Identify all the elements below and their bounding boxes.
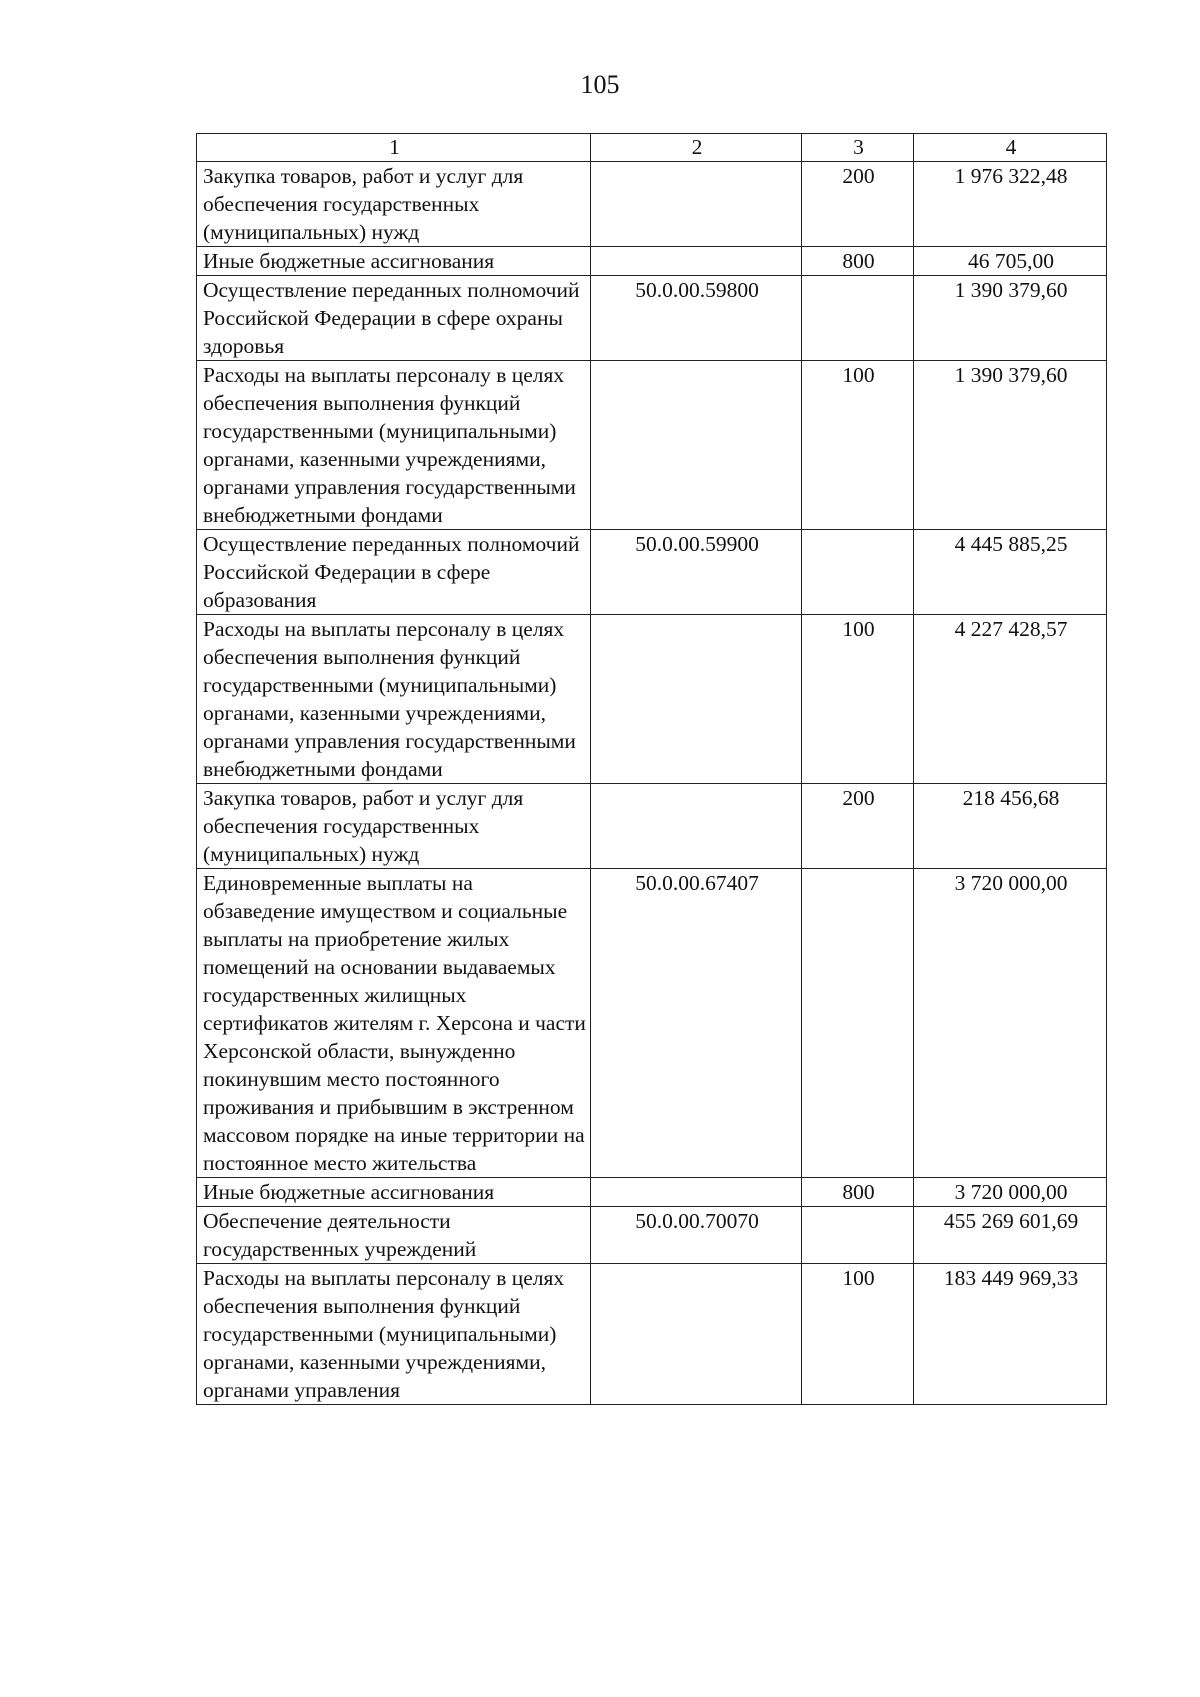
- row-name-cell: Осуществление переданных полномочий Российской Федерации в сфере охраны здоровья: [197, 276, 591, 361]
- row-code-cell: 50.0.00.67407: [591, 869, 802, 1178]
- row-kind-cell: 800: [802, 1178, 914, 1207]
- table-row: [197, 530, 1107, 615]
- table-row: [197, 276, 1107, 361]
- table-row: [197, 1178, 1107, 1207]
- row-kind-cell: [802, 276, 914, 361]
- row-name-cell: Закупка товаров, работ и услуг для обеспечения государственных (муниципальных) нужд: [197, 784, 591, 869]
- row-amount-cell: 3 720 000,00: [914, 1178, 1107, 1207]
- header-col-2: 2: [591, 134, 802, 162]
- row-amount-cell: 46 705,00: [914, 247, 1107, 276]
- row-kind-cell: 100: [802, 361, 914, 530]
- table-row: [197, 1207, 1107, 1264]
- row-kind-cell: 100: [802, 615, 914, 784]
- table-row: [197, 784, 1107, 869]
- row-code-cell: [591, 1264, 802, 1405]
- row-amount-cell: 183 449 969,33: [914, 1264, 1107, 1405]
- table-row: [197, 361, 1107, 530]
- row-amount-cell: 455 269 601,69: [914, 1207, 1107, 1264]
- row-kind-cell: 200: [802, 162, 914, 247]
- page-number: 105: [580, 70, 620, 99]
- row-name-cell: Закупка товаров, работ и услуг для обеспечения государственных (муниципальных) нужд: [197, 162, 591, 247]
- row-kind-cell: [802, 1207, 914, 1264]
- header-col-1: 1: [197, 134, 591, 162]
- row-amount-cell: 4 445 885,25: [914, 530, 1107, 615]
- header-col-4: 4: [914, 134, 1107, 162]
- row-kind-cell: 100: [802, 1264, 914, 1405]
- row-amount-cell: 1 390 379,60: [914, 361, 1107, 530]
- row-code-cell: [591, 615, 802, 784]
- row-name-cell: Единовременные выплаты на обзаведение имуществом и социальные выплаты на приобретение жилых помещений на основании выдаваемых государственных жилищных сертификатов жителям г. Херсона и части Херсонской области, вынужденно покинувшим место постоянного проживания и прибывшим в экстренном массовом порядке на иные территории на постоянное место жительства: [197, 869, 591, 1178]
- row-amount-cell: 1 976 322,48: [914, 162, 1107, 247]
- row-code-cell: [591, 361, 802, 530]
- row-code-cell: 50.0.00.70070: [591, 1207, 802, 1264]
- budget-table: [196, 133, 1107, 1405]
- row-kind-cell: [802, 869, 914, 1178]
- row-code-cell: 50.0.00.59800: [591, 276, 802, 361]
- row-kind-cell: 800: [802, 247, 914, 276]
- row-name-cell: Расходы на выплаты персоналу в целях обеспечения выполнения функций государственными (муниципальными) органами, казенными учреждениями, органами управления государственными внебюджетными фондами: [197, 615, 591, 784]
- row-amount-cell: 218 456,68: [914, 784, 1107, 869]
- table-body: [197, 162, 1107, 1405]
- row-name-cell: Обеспечение деятельности государственных учреждений: [197, 1207, 591, 1264]
- row-name-cell: Иные бюджетные ассигнования: [197, 1178, 591, 1207]
- row-code-cell: [591, 247, 802, 276]
- row-kind-cell: 200: [802, 784, 914, 869]
- row-name-cell: Расходы на выплаты персоналу в целях обеспечения выполнения функций государственными (муниципальными) органами, казенными учреждениями, органами управления: [197, 1264, 591, 1405]
- row-name-cell: Иные бюджетные ассигнования: [197, 247, 591, 276]
- header-row: [197, 134, 1107, 162]
- table-row: [197, 615, 1107, 784]
- row-kind-cell: [802, 530, 914, 615]
- table-row: [197, 162, 1107, 247]
- table-row: [197, 869, 1107, 1178]
- row-amount-cell: 4 227 428,57: [914, 615, 1107, 784]
- row-amount-cell: 3 720 000,00: [914, 869, 1107, 1178]
- table-row: [197, 1264, 1107, 1405]
- header-col-3: 3: [802, 134, 914, 162]
- row-code-cell: 50.0.00.59900: [591, 530, 802, 615]
- row-code-cell: [591, 162, 802, 247]
- row-amount-cell: 1 390 379,60: [914, 276, 1107, 361]
- row-name-cell: Расходы на выплаты персоналу в целях обеспечения выполнения функций государственными (муниципальными) органами, казенными учреждениями, органами управления государственными внебюджетными фондами: [197, 361, 591, 530]
- table-header: [197, 134, 1107, 162]
- row-code-cell: [591, 784, 802, 869]
- row-code-cell: [591, 1178, 802, 1207]
- row-name-cell: Осуществление переданных полномочий Российской Федерации в сфере образования: [197, 530, 591, 615]
- table-row: [197, 247, 1107, 276]
